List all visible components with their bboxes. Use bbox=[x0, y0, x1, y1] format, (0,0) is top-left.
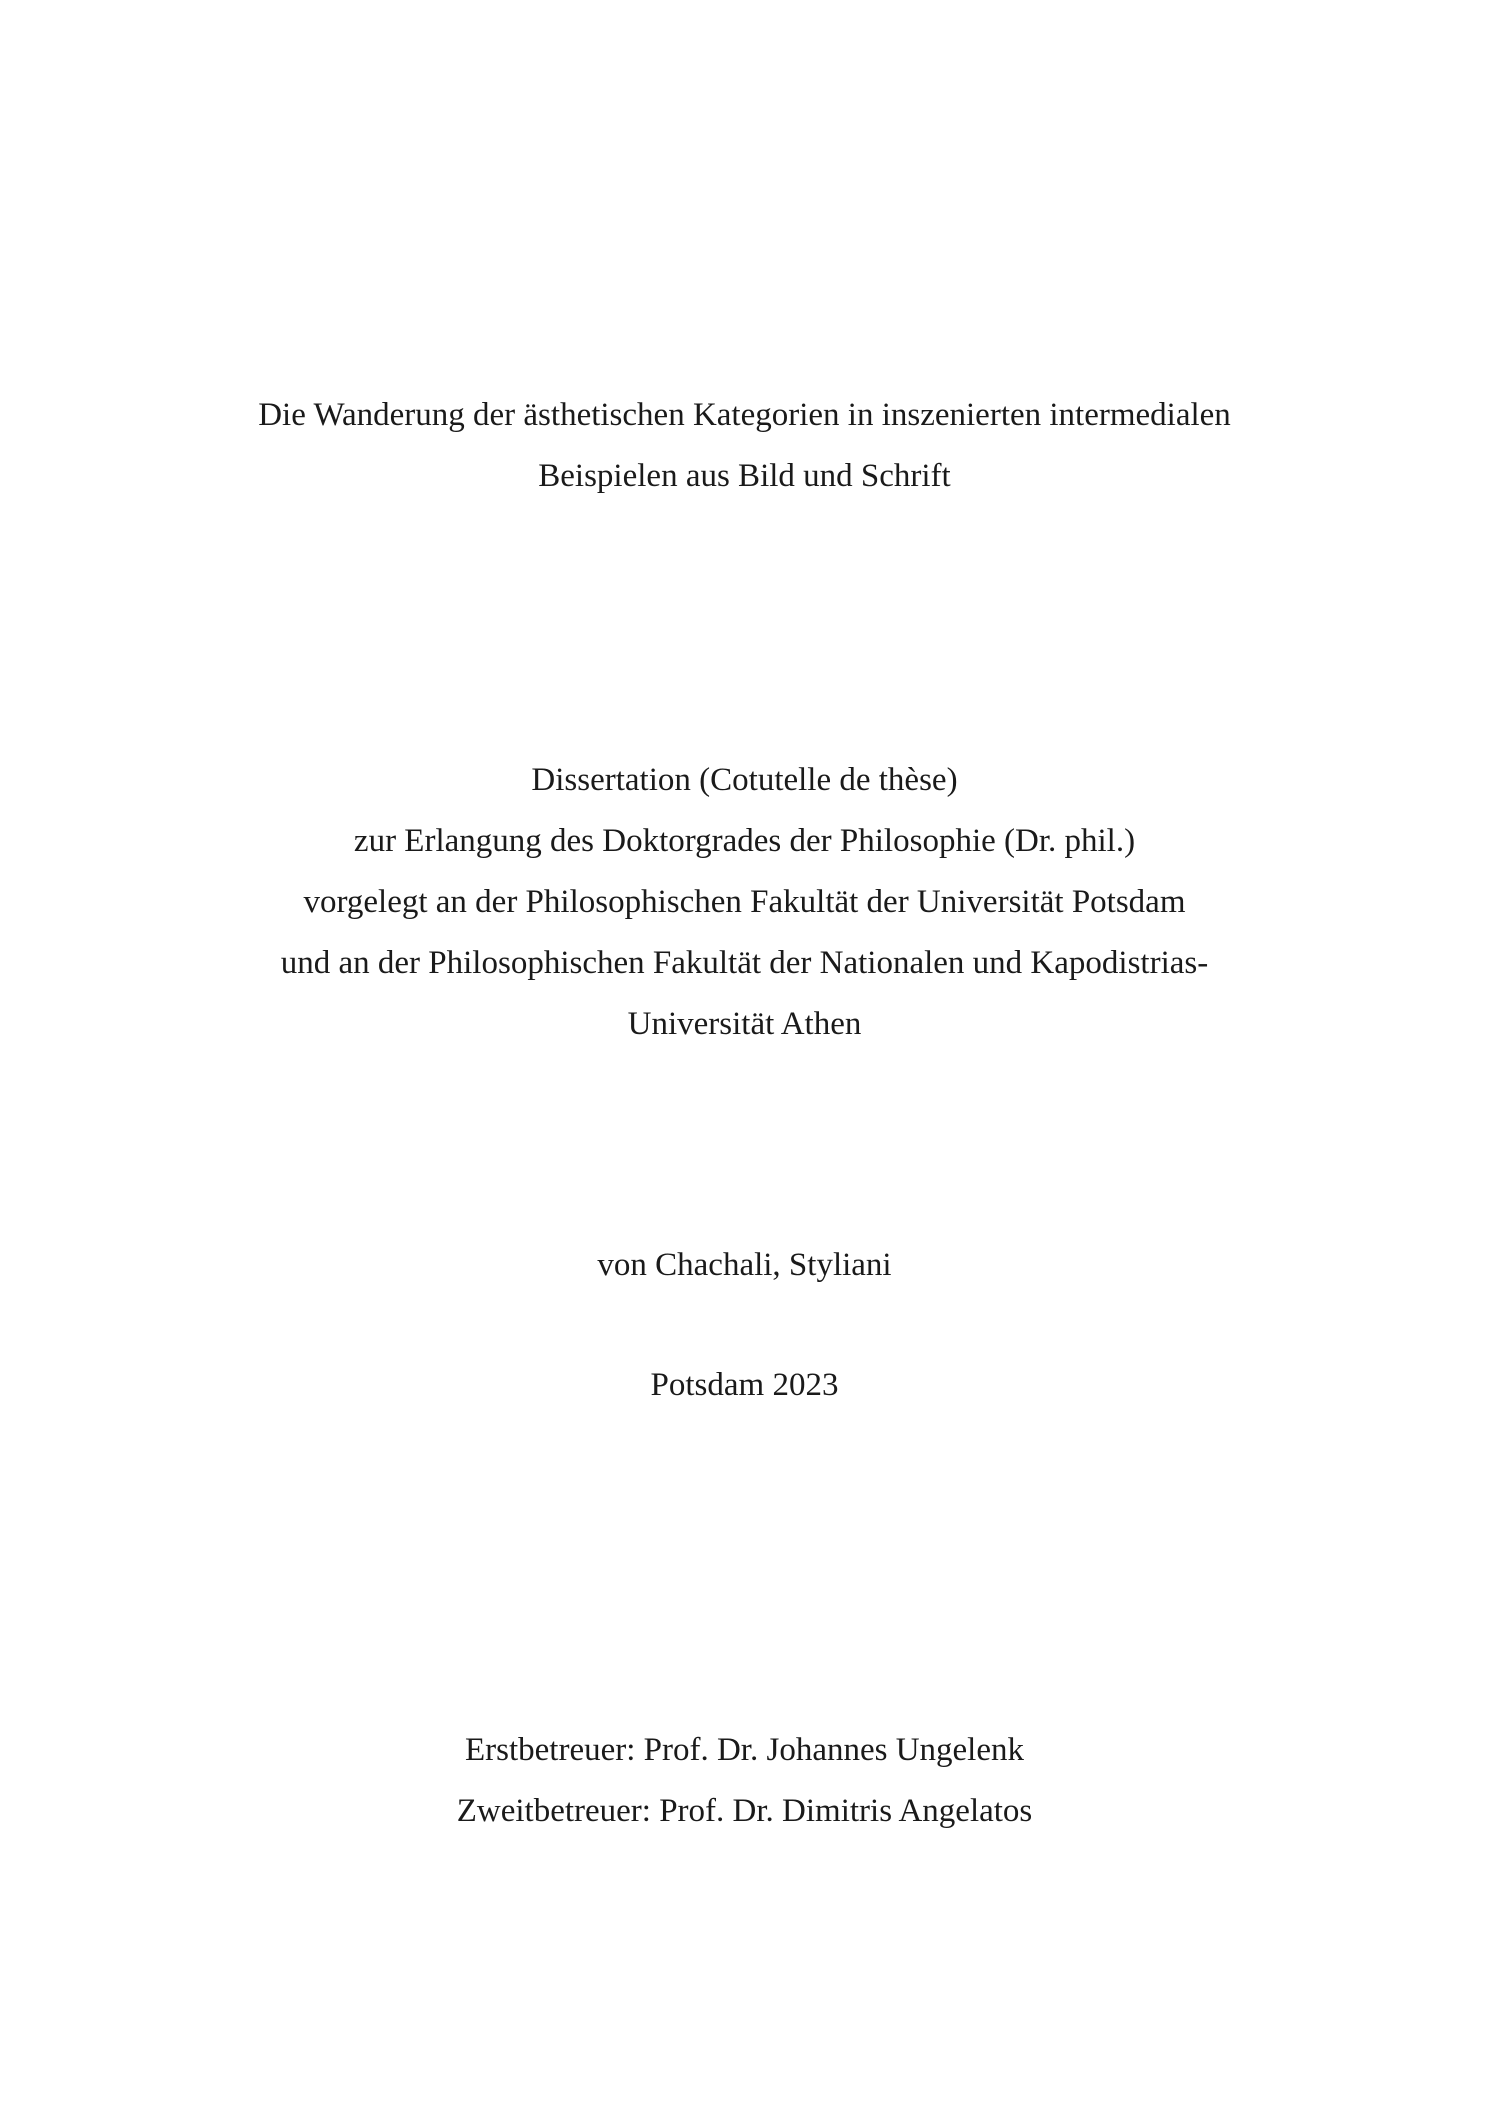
place-and-year bbox=[0, 1355, 1489, 1416]
dissertation-line-1: Dissertation (Cotutelle de thèse) bbox=[531, 762, 958, 798]
first-supervisor: Erstbetreuer: Prof. Dr. Johannes Ungelenk bbox=[464, 1732, 1025, 1768]
place-year-line: Potsdam 2023 bbox=[650, 1367, 839, 1403]
author bbox=[0, 1235, 1489, 1296]
dissertation-line-2: zur Erlangung des Doktorgrades der Philosophie (Dr. phil.) bbox=[353, 823, 1136, 859]
dissertation-line-5: Universität Athen bbox=[627, 1006, 862, 1042]
dissertation-line-3: vorgelegt an der Philosophischen Fakultät der Universität Potsdam bbox=[303, 884, 1186, 920]
second-supervisor: Zweitbetreuer: Prof. Dr. Dimitris Angelatos bbox=[456, 1793, 1033, 1829]
dissertation-statement bbox=[0, 750, 1489, 1055]
dissertation-line-4: und an der Philosophischen Fakultät der Nationalen und Kapodistrias- bbox=[280, 945, 1209, 981]
author-line: von Chachali, Styliani bbox=[597, 1247, 892, 1283]
thesis-title-line-2: Beispielen aus Bild und Schrift bbox=[538, 458, 951, 494]
thesis-title-line-1: Die Wanderung der ästhetischen Kategorien in inszenierten intermedialen bbox=[258, 397, 1231, 433]
supervisors bbox=[0, 1720, 1489, 1842]
thesis-title bbox=[0, 385, 1489, 507]
